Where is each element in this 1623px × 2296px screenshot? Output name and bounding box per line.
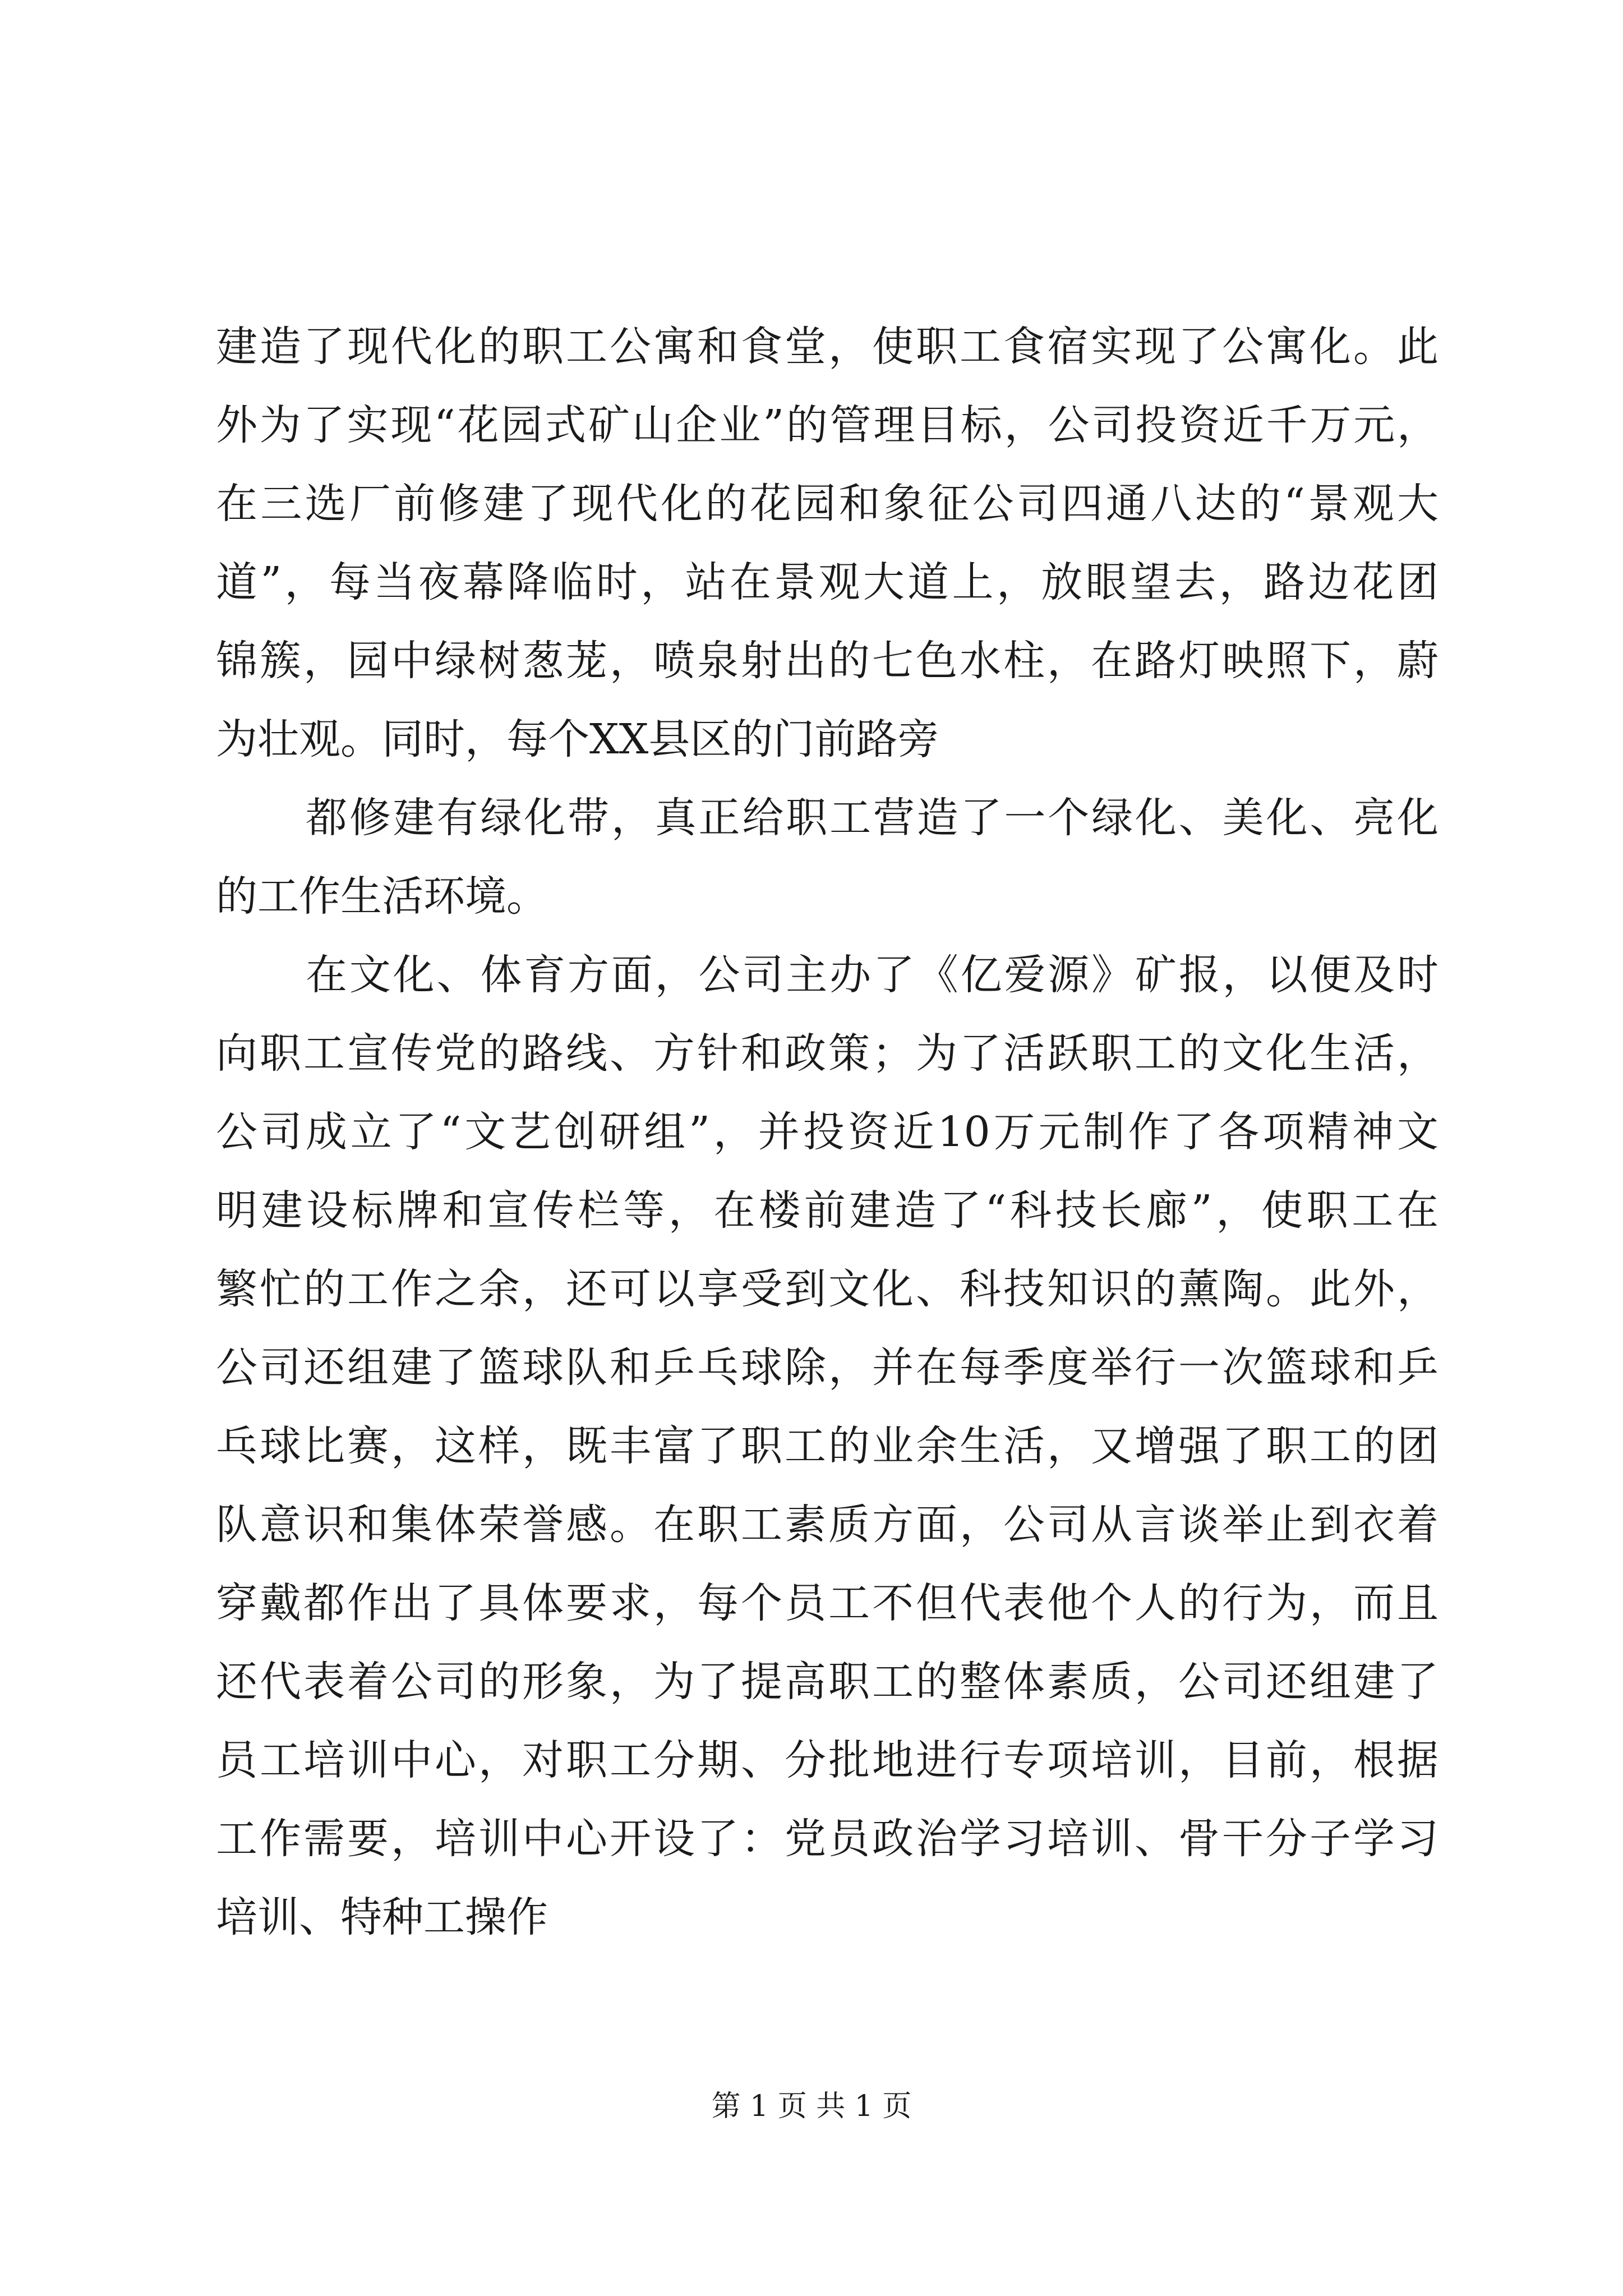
text-line: 员工培训中心，对职工分期、分批地进行专项培训，目前，根据 <box>216 1736 1438 1784</box>
text-line: 队意识和集体荣誉感。在职工素质方面，公司从言谈举止到衣着 <box>216 1501 1438 1549</box>
text-line: 穿戴都作出了具体要求，每个员工不但代表他个人的行为，而且 <box>216 1579 1438 1627</box>
text-line: 在三选厂前修建了现代化的花园和象征公司四通八达的“景观大 <box>216 480 1438 528</box>
text-line: 公司还组建了篮球队和乒乓球除，并在每季度举行一次篮球和乒 <box>216 1343 1438 1392</box>
text-line: 道”，每当夜幕降临时，站在景观大道上，放眼望去，路边花团 <box>216 558 1438 606</box>
text-line: 都修建有绿化带，真正给职工营造了一个绿化、美化、亮化 <box>306 794 1438 842</box>
text-line: 培训、特种工操作 <box>216 1893 548 1941</box>
text-line: 公司成立了“文艺创研组”，并投资近10万元制作了各项精神文 <box>216 1108 1438 1156</box>
text-line: 乓球比赛，这样，既丰富了职工的业余生活，又增强了职工的团 <box>216 1422 1438 1470</box>
text-line: 向职工宣传党的路线、方针和政策；为了活跃职工的文化生活， <box>216 1029 1438 1078</box>
text-line: 工作需要，培训中心开设了：党员政治学习培训、骨干分子学习 <box>216 1815 1438 1863</box>
page-footer <box>0 2087 1623 2126</box>
text-line: 建造了现代化的职工公寓和食堂，使职工食宿实现了公寓化。此 <box>216 323 1438 371</box>
text-line: 明建设标牌和宣传栏等，在楼前建造了“科技长廊”，使职工在 <box>216 1186 1438 1235</box>
text-line: 还代表着公司的形象，为了提高职工的整体素质，公司还组建了 <box>216 1658 1438 1706</box>
text-line: 锦簇，园中绿树葱茏，喷泉射出的七色水柱，在路灯映照下，蔚 <box>216 637 1438 685</box>
text-line: 的工作生活环境。 <box>216 872 548 921</box>
text-line: 在文化、体育方面，公司主办了《亿爱源》矿报，以便及时 <box>306 951 1438 999</box>
text-line: 为壮观。同时，每个XX县区的门前路旁 <box>216 715 939 763</box>
document-body <box>216 307 1438 1957</box>
text-line: 外为了实现“花园式矿山企业”的管理目标，公司投资近千万元， <box>216 401 1438 449</box>
text-line: 繁忙的工作之余，还可以享受到文化、科技知识的薰陶。此外， <box>216 1265 1438 1313</box>
page-number-label: 第 1 页 共 1 页 <box>711 2090 912 2123</box>
